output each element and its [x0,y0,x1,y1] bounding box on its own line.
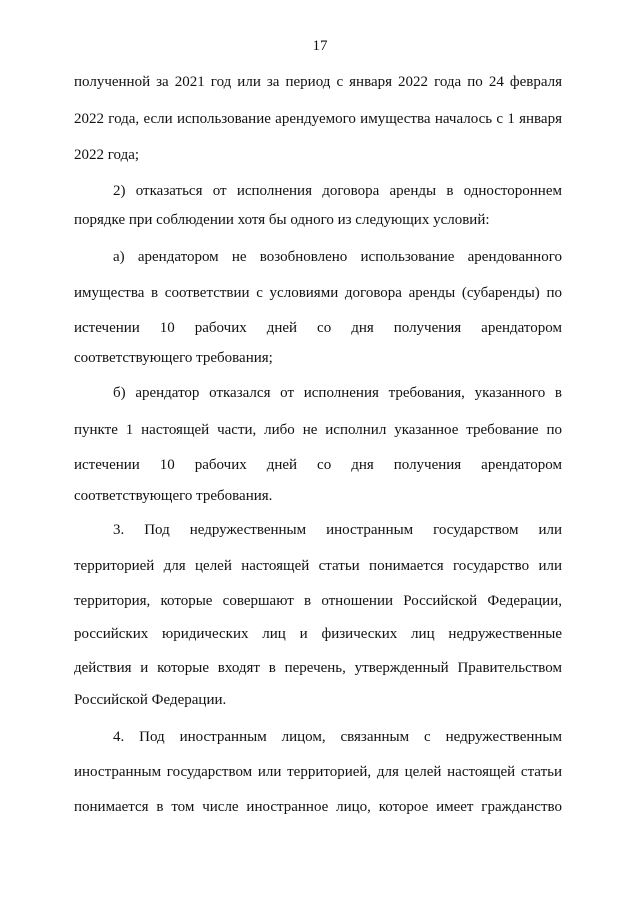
text-line: 2022 года, если использование арендуемого имущества началось с 1 января [74,111,562,127]
text-line: пункте 1 настоящей части, либо не исполнил указанное требование по [74,422,562,438]
text-line: имущества в соответствии с условиями договора аренды (субаренды) по [74,285,562,301]
text-line: порядке при соблюдении хотя бы одного из следующих условий: [74,212,490,228]
text-line: полученной за 2021 год или за период с января 2022 года по 24 февраля [74,74,562,90]
text-line: соответствующего требования. [74,488,273,504]
text-line: иностранным государством или территорией, для целей настоящей статьи [74,764,562,780]
text-line: российских юридических лиц и физических лиц недружественные [74,626,562,642]
text-line: 4. Под иностранным лицом, связанным с недружественным [113,729,562,745]
text-line: истечении 10 рабочих дней со дня получения арендатором [74,320,562,336]
text-line: Российской Федерации. [74,692,227,708]
text-line: территория, которые совершают в отношении Российской Федерации, [74,593,562,609]
text-line: а) арендатором не возобновлено использование арендованного [113,249,562,265]
text-line: соответствующего требования; [74,350,273,366]
text-line: истечении 10 рабочих дней со дня получения арендатором [74,457,562,473]
text-line: 2) отказаться от исполнения договора аренды в одностороннем [113,183,562,199]
text-line: б) арендатор отказался от исполнения требования, указанного в [113,385,562,401]
page-number: 17 [312,38,328,54]
text-line: 2022 года; [74,147,140,163]
text-line: территорией для целей настоящей статьи понимается государство или [74,558,562,574]
text-line: действия и которые входят в перечень, утвержденный Правительством [74,660,562,676]
text-line: 3. Под недружественным иностранным государством или [113,522,562,538]
text-line: понимается в том числе иностранное лицо, которое имеет гражданство [74,799,562,815]
